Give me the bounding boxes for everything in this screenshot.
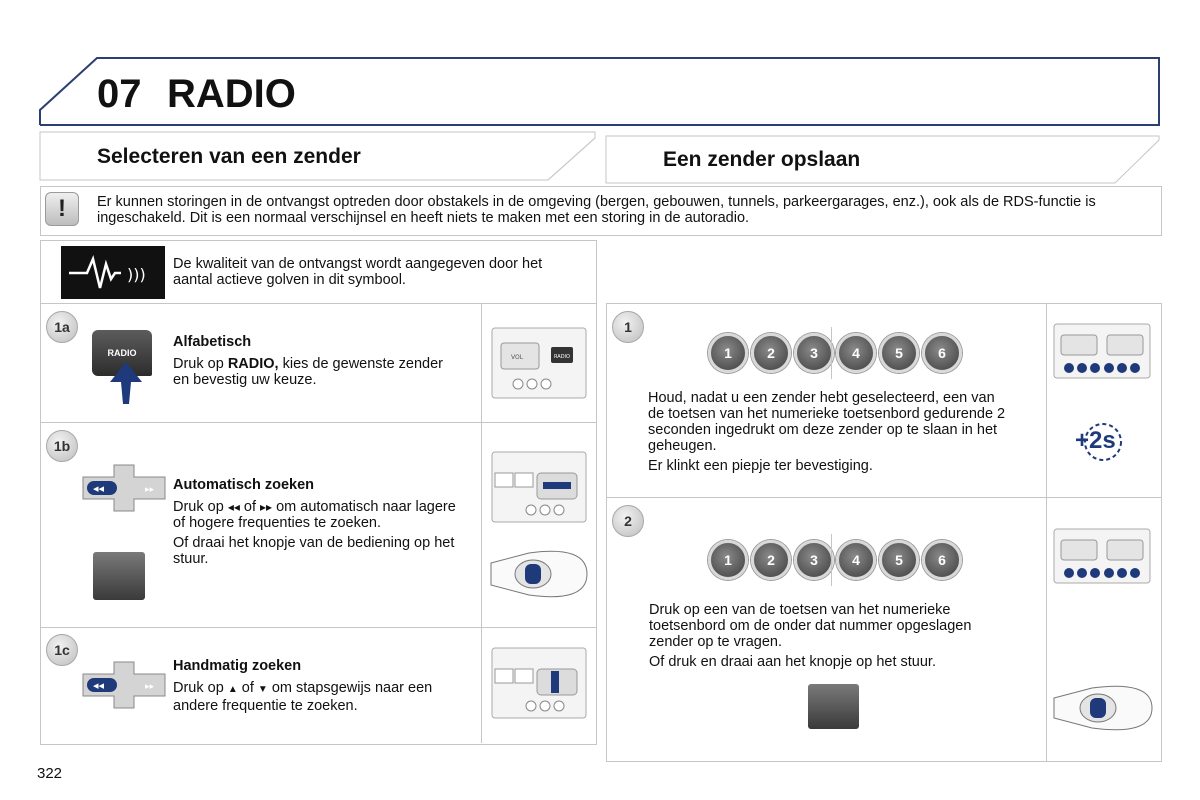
preset-button-3: 3: [794, 333, 834, 373]
step-heading-1b: Automatisch zoeken: [173, 477, 314, 493]
preset-button-6: 6: [922, 333, 962, 373]
step-badge-1c: 1c: [46, 634, 78, 666]
radio-panel-illustration: [491, 327, 587, 399]
step-text-1b: [173, 499, 468, 571]
svg-text:RADIO: RADIO: [554, 354, 570, 360]
signal-wave-icon: [61, 246, 165, 299]
preset-button-4: 4: [836, 540, 876, 580]
preset-separator: [831, 327, 832, 379]
section-title-select: Selecteren van een zender: [97, 145, 361, 168]
text-segment: kies de gewenste zender en bevestig uw keuze.: [173, 356, 443, 388]
down-arrow-icon: ▼: [257, 684, 268, 695]
divider: [1046, 303, 1047, 761]
text-segment: om stapsgewijs naar een andere frequentie te zoeken.: [173, 680, 433, 714]
step-text-2: [649, 602, 1014, 674]
step-text-1: [648, 390, 1013, 478]
text-segment: of: [243, 499, 256, 515]
text-segment: Druk op: [173, 680, 224, 696]
radio-key-label: RADIO: [107, 348, 137, 358]
preset-button-5: 5: [879, 333, 919, 373]
svg-text:))): ))): [127, 265, 146, 284]
divider: [40, 303, 596, 304]
arrow-up-icon: [106, 362, 146, 406]
radio-keyword: RADIO,: [227, 356, 279, 372]
step-badge-2: 2: [612, 505, 644, 537]
divider: [40, 422, 596, 423]
divider: [606, 497, 1161, 498]
steering-stalk-illustration: [1052, 680, 1154, 736]
hold-timer-icon: [1073, 422, 1129, 462]
rewind-icon: ◂◂: [227, 500, 240, 514]
step-heading-1a: Alfabetisch: [173, 334, 252, 350]
step-text-1-main: Houd, nadat u een zender hebt geselecteerd, een van de toetsen van het numerieke toetsenbord gedurende 2 seconden ingedrukt om deze zender op te slaan in het geheugen.: [648, 390, 1006, 454]
preset-button-2: 2: [751, 540, 791, 580]
preset-button-1: 1: [708, 333, 748, 373]
hold-timer-label: +2s: [1075, 427, 1116, 454]
up-arrow-icon: ▲: [227, 684, 238, 695]
exclamation-icon: !: [45, 192, 79, 226]
divider: [40, 627, 596, 628]
divider: [481, 303, 482, 743]
text-segment: om automatisch naar lagere of hogere frequenties te zoeken.: [173, 499, 456, 531]
reception-text: De kwaliteit van de ontvangst wordt aangegeven door het aantal actieve golven in dit symbool.: [173, 256, 543, 288]
warning-text: Er kunnen storingen in de ontvangst optreden door obstakels in de omgeving (bergen, gebouwen, tunnels, parkeergarages, enz.), ook als de RDS-functie is ingeschakeld. Dit is een normaal verschijnsel en heeft niets te maken met een storing in de autoradio.: [97, 194, 1096, 226]
preset-separator: [831, 534, 832, 586]
steering-knob-icon: [93, 552, 145, 600]
step-text-2-main: Druk op een van de toetsen van het numerieke toetsenbord om de onder dat nummer opgeslagen zender op te vragen.: [649, 602, 972, 650]
preset-button-4: 4: [836, 333, 876, 373]
section-title-store: Een zender opslaan: [663, 148, 861, 171]
step-text-1-beep: Er klinkt een piepje ter bevestiging.: [648, 458, 873, 474]
step-text-1c: [173, 680, 463, 714]
preset-button-2: 2: [751, 333, 791, 373]
page-title: RADIO: [167, 72, 296, 116]
step-badge-1b: 1b: [46, 430, 78, 462]
preset-button-6: 6: [922, 540, 962, 580]
step-text-1a: [173, 356, 463, 388]
fast-forward-icon: ▸▸: [260, 500, 273, 514]
radio-panel-illustration: [491, 647, 587, 719]
step-text-1b-alt: Of draai het knopje van de bediening op het stuur.: [173, 535, 455, 567]
radio-presets-illustration: [1053, 528, 1151, 584]
step-badge-1: 1: [612, 311, 644, 343]
svg-text:▸▸: ▸▸: [145, 682, 155, 692]
preset-button-5: 5: [879, 540, 919, 580]
svg-text:◂◂: ◂◂: [93, 482, 105, 495]
chapter-number: 07: [97, 72, 142, 116]
svg-text:VOL: VOL: [511, 354, 524, 361]
text-segment: of: [241, 680, 254, 696]
page-number: 322: [37, 765, 63, 782]
step-heading-1c: Handmatig zoeken: [173, 658, 302, 674]
text-segment: Druk op: [173, 356, 228, 372]
seek-rocker-icon: [79, 462, 169, 514]
svg-text:▸▸: ▸▸: [145, 485, 155, 495]
tune-rocker-icon: [79, 659, 169, 711]
radio-presets-illustration: [1053, 323, 1151, 379]
preset-button-3: 3: [794, 540, 834, 580]
steering-knob-icon: [808, 684, 859, 729]
step-text-2-alt: Of druk en draai aan het knopje op het stuur.: [649, 654, 936, 670]
steering-stalk-illustration: [489, 545, 589, 603]
svg-text:◂◂: ◂◂: [93, 679, 105, 692]
radio-panel-illustration: [491, 451, 587, 523]
step-badge-1a: 1a: [46, 311, 78, 343]
text-segment: Druk op: [173, 499, 224, 515]
preset-button-1: 1: [708, 540, 748, 580]
